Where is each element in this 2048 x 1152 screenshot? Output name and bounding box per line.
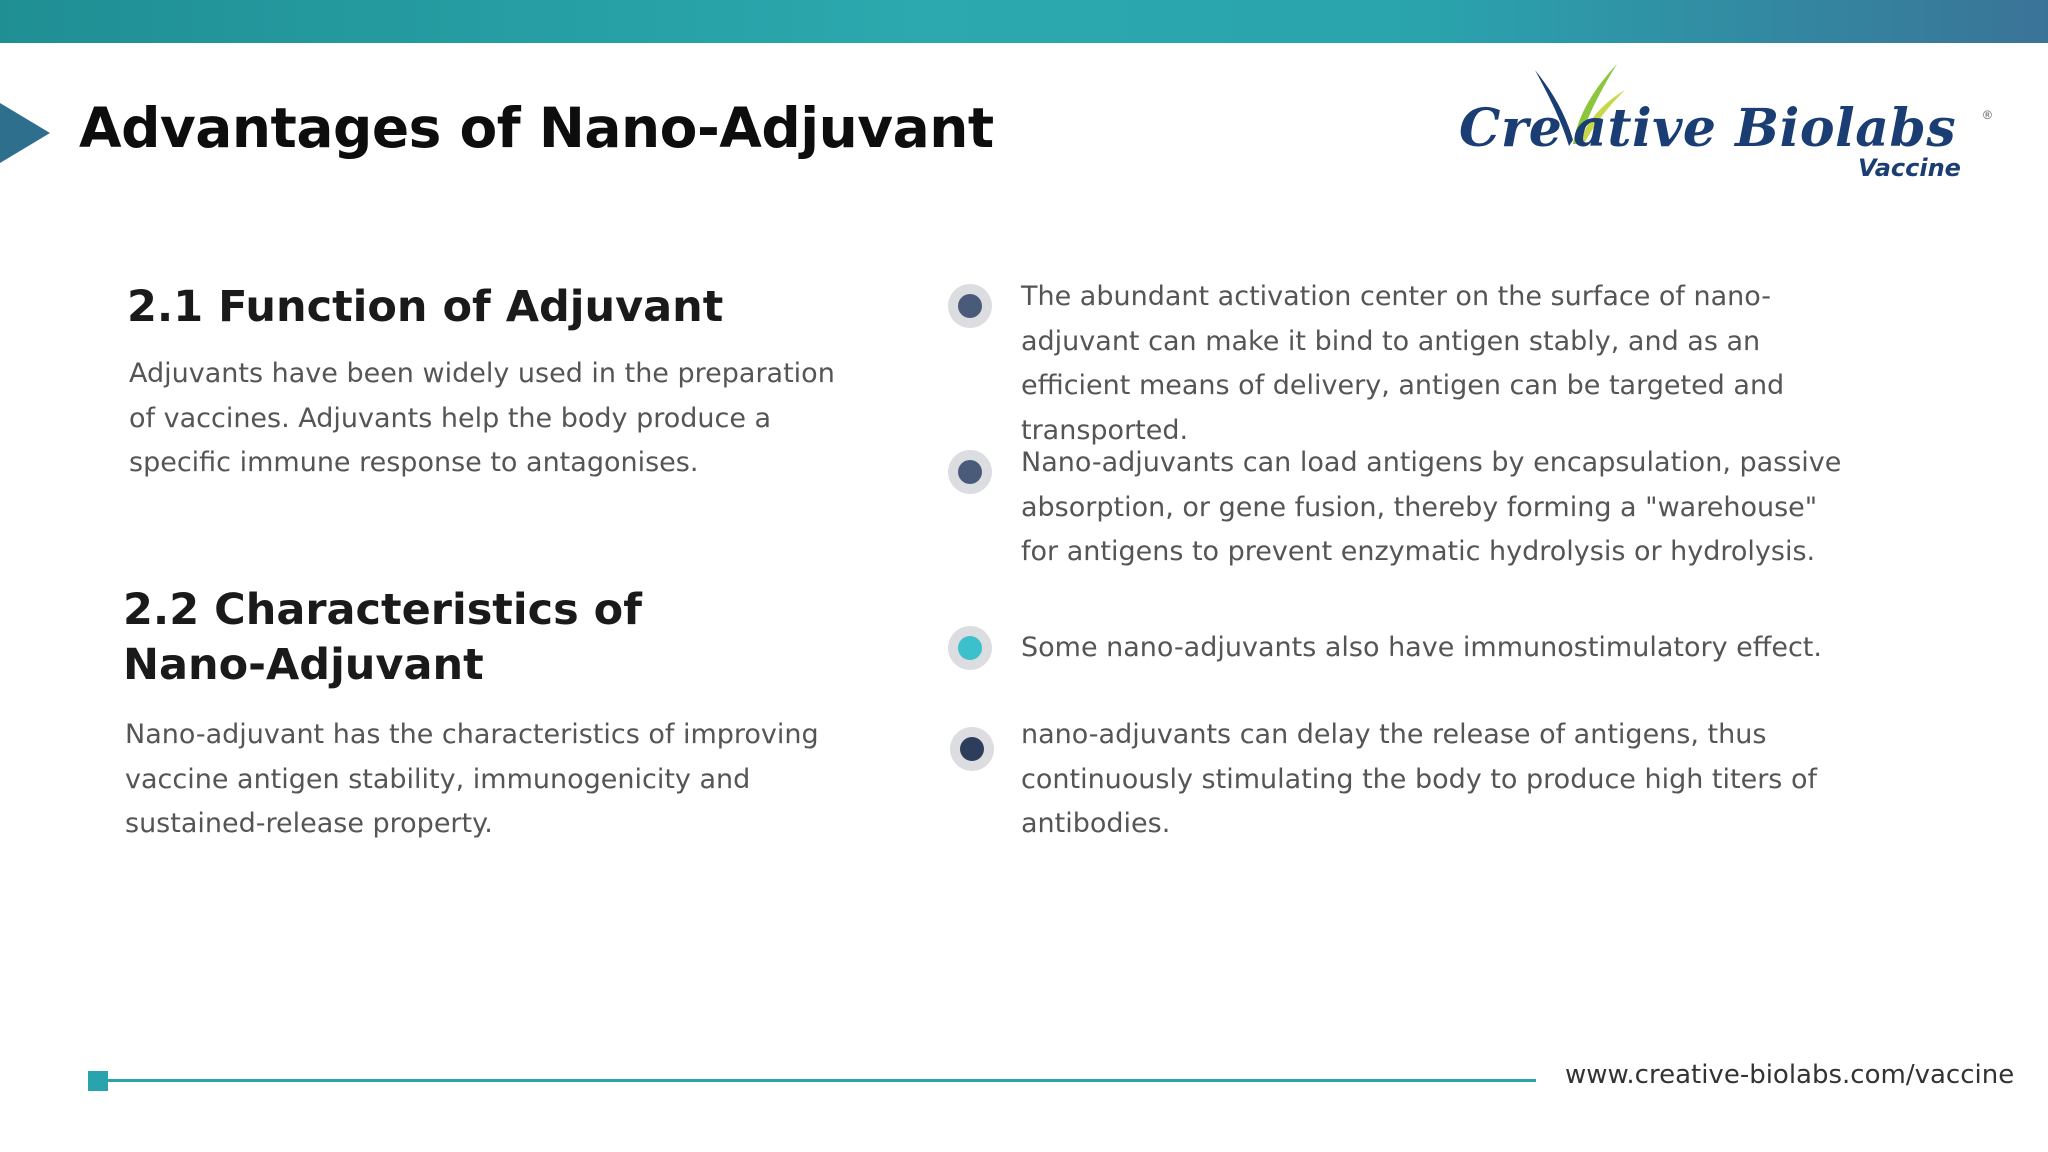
bullet-text: Nano-adjuvants can load antigens by encapsulation, passive absorption, or gene fusion, thereby forming a "warehouse" for antigens to prevent enzymatic hydrolysis or hydrolysis. — [1021, 447, 1842, 567]
title-arrow-icon — [0, 103, 50, 163]
logo-brand-text: Cre ative Biolabs — [1459, 98, 1957, 159]
bullet-icon — [950, 727, 994, 771]
bullet-icon — [948, 284, 992, 328]
footer-square-marker — [88, 1071, 108, 1091]
bullet-text: nano-adjuvants can delay the release of antigens, thus continuously stimulating the body to produce high titers of antibodies. — [1021, 719, 1817, 839]
bullet-text: Some nano-adjuvants also have immunostimulatory effect. — [1021, 632, 1822, 663]
logo-sub-text: Vaccine — [1858, 154, 1961, 182]
page-title: Advantages of Nano-Adjuvant — [79, 96, 994, 160]
section-heading-function: 2.1 Function of Adjuvant — [127, 282, 724, 332]
section-body-characteristics: Nano-adjuvant has the characteristics of improving vaccine antigen stability, immunogenicity and sustained-release property. — [125, 719, 819, 839]
section-body-function: Adjuvants have been widely used in the preparation of vaccines. Adjuvants help the body produce a specific immune response to antagonises. — [129, 358, 835, 478]
company-logo — [1455, 60, 2015, 190]
top-accent-bar — [0, 0, 2048, 43]
bullet-icon — [948, 450, 992, 494]
bullet-text: The abundant activation center on the surface of nano-adjuvant can make it bind to antigen stably, and as an efficient means of delivery, antigen can be targeted and transported. — [1021, 281, 1785, 446]
footer-website-url: www.creative-biolabs.com/vaccine — [1565, 1060, 2015, 1090]
registered-mark: ® — [1983, 108, 1992, 122]
section-heading-characteristics: 2.2 Characteristics of Nano-Adjuvant — [123, 585, 642, 690]
footer-divider-line — [108, 1079, 1536, 1082]
bullet-icon-highlight — [948, 626, 992, 670]
